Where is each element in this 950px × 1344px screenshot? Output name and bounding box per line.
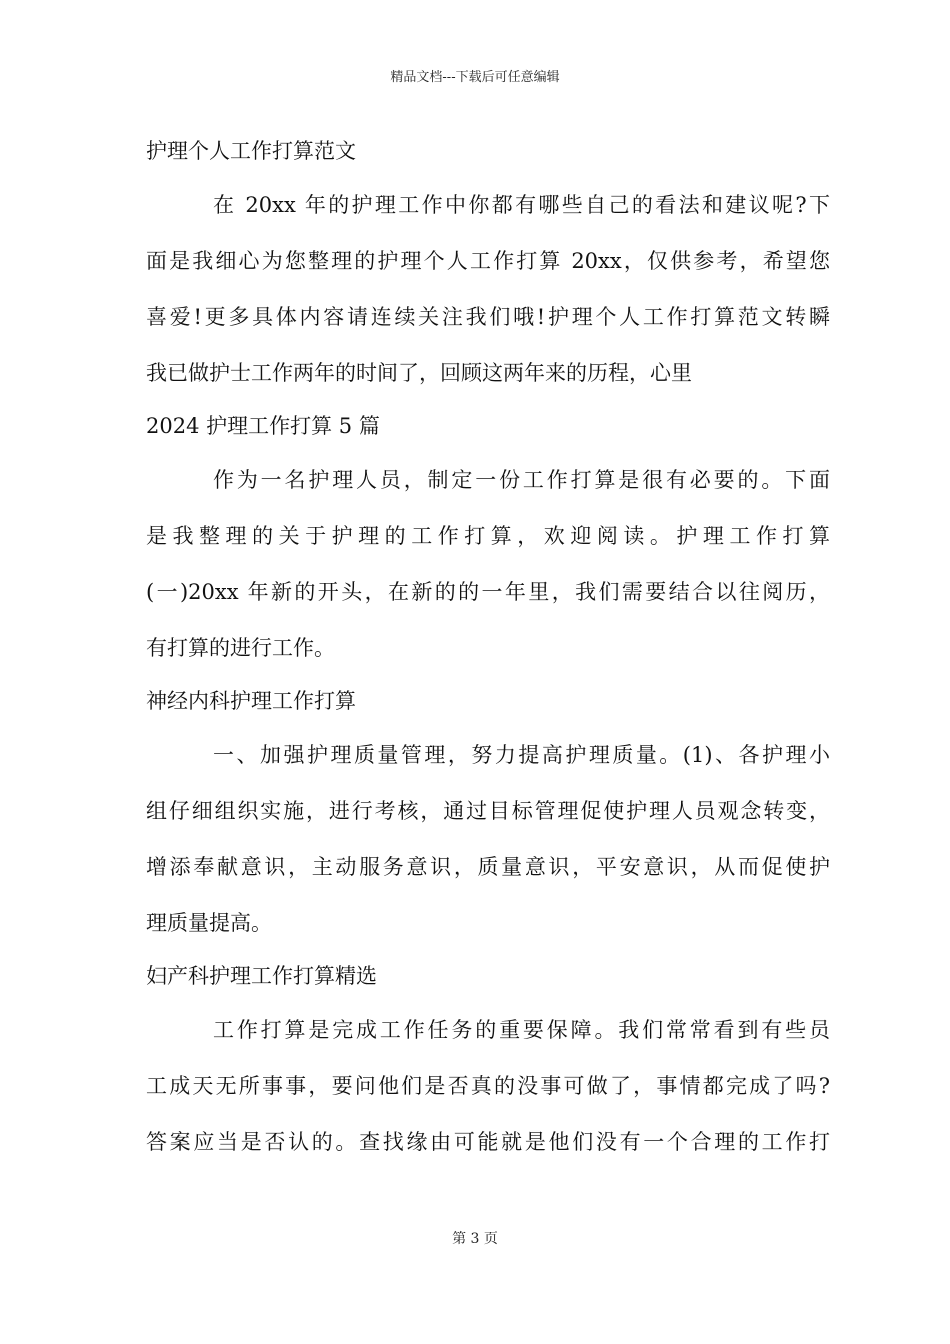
section-title: 护理个人工作打算范文 bbox=[146, 139, 356, 163]
page-footer: 第 3 页 bbox=[452, 1231, 498, 1247]
paragraph-line: 作为一名护理人员，制定一份工作打算是很有必要的。下面 bbox=[213, 468, 830, 492]
paragraph-line: 是我整理的关于护理的工作打算，欢迎阅读。护理工作打算 bbox=[146, 524, 830, 548]
paragraph-line: 面是我细心为您整理的护理个人工作打算 20xx，仅供参考，希望您 bbox=[146, 249, 830, 273]
paragraph bbox=[146, 1002, 830, 1170]
paragraph-line: 我已做护士工作两年的时间了，回顾这两年来的历程，心里 bbox=[146, 361, 692, 385]
paragraph-line: 工作打算是完成工作任务的重要保障。我们常常看到有些员 bbox=[213, 1018, 830, 1042]
paragraph-line: 一、加强护理质量管理，努力提高护理质量。(1)、各护理小 bbox=[213, 743, 830, 767]
section-title: 妇产科护理工作打算精选 bbox=[146, 964, 377, 988]
paragraph-line: 有打算的进行工作。 bbox=[146, 636, 335, 660]
document-body bbox=[146, 130, 830, 1174]
paragraph bbox=[146, 177, 830, 401]
paragraph-line: (一)20xx 年新的开头，在新的的一年里，我们需要结合以往阅历， bbox=[146, 580, 830, 604]
paragraph-line: 喜爱!更多具体内容请连续关注我们哦!护理个人工作打算范文转瞬 bbox=[146, 305, 830, 329]
paragraph-line: 理质量提高。 bbox=[146, 911, 272, 935]
paragraph-line: 工成天无所事事，要问他们是否真的没事可做了，事情都完成了吗? bbox=[146, 1074, 830, 1098]
paragraph bbox=[146, 452, 830, 676]
section-title: 神经内科护理工作打算 bbox=[146, 689, 356, 713]
paragraph-line: 组仔细组织实施，进行考核，通过目标管理促使护理人员观念转变， bbox=[146, 799, 830, 823]
paragraph bbox=[146, 727, 830, 951]
section-title: 2024 护理工作打算 5 篇 bbox=[146, 414, 380, 438]
paragraph-line: 在 20xx 年的护理工作中你都有哪些自己的看法和建议呢?下 bbox=[213, 193, 830, 217]
paragraph-line: 答案应当是否认的。查找缘由可能就是他们没有一个合理的工作打 bbox=[146, 1130, 830, 1154]
page-header: 精品文档---下载后可任意编辑 bbox=[390, 70, 560, 85]
paragraph-line: 增添奉献意识，主动服务意识，质量意识，平安意识，从而促使护 bbox=[146, 855, 830, 879]
